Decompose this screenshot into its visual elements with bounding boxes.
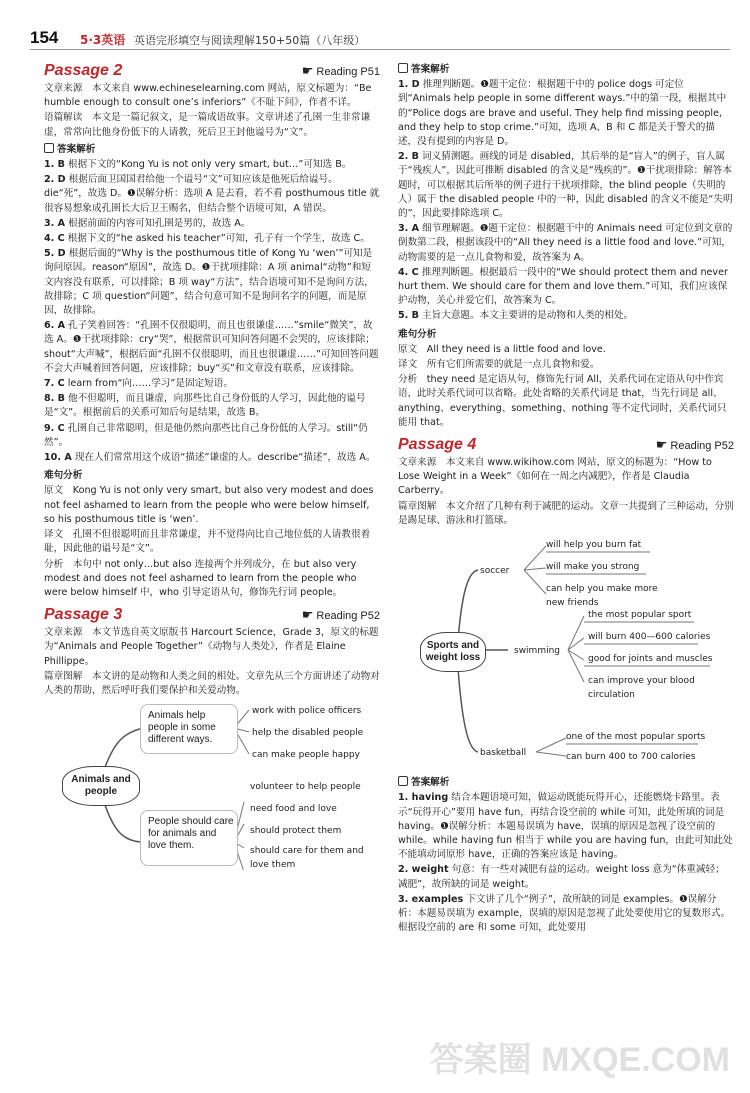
passage4-answers — [398, 791, 734, 935]
pointing-hand-icon: ☛ — [301, 63, 314, 78]
answer-item: 8. B 他不但聪明，而且谦虚，向那些比自己身份低的人学习，因此他的谥号是“文”。根据前后的关系可知后句是结果，故选 B。 — [44, 393, 366, 419]
answer-item: 2. B 词义猜测题。画线的词是 disabled，其后举的是“盲人”的例子，盲人属于“残疾人”，因此可推断 disabled 的含义是“残疾的”。❶干扰项排除：解答本题时，可以根据其后所举的例子进行干扰项排除，the blind people（失明的人）属于 the disabled people 中的一种，因此 disabled 的含义不能是“失明的”，因此要排除选项 C。 — [398, 151, 733, 220]
answer-box-icon — [398, 776, 408, 786]
passage3-yiwen: 译文 所有它们所需要的就是一点儿食物和爱。 — [398, 359, 600, 371]
mind-map-leaf: should protect them — [250, 826, 342, 837]
mind-map-leaf: can improve your blood circulation — [588, 676, 695, 701]
answer-item: 1. B 根据下文的“Kong Yu is not only very smart, but…”可知选 B。 — [44, 159, 352, 171]
answer-item: 1. having 结合本题语境可知，做运动既能玩得开心，还能燃烧卡路里。表示“玩得开心”要用 have fun，再结合设空前的 while 可知，此处所填的词是 having。❶误解分析：本题易误填为 have，误填的原因是忽视了设空前的 while。while having fun 相当于 while you are having fun，由此可知此处不能填动词原形 have，正确的答案应该是 having。 — [398, 792, 733, 861]
passage2-fenxi: 分析 本句中 not only…but also 连接两个并列成分，在 but also very modest and does not feel ashamed to learn from the people who were below himself 中，who 引导定语从句，修饰先行词 people。 — [44, 558, 357, 598]
answer-item: 2. weight 句意：有一些对减肥有益的运动。weight loss 意为“体重减轻；减肥”，故所缺的词是 weight。 — [398, 864, 725, 890]
mind-map-leaf: can burn 400 to 700 calories — [566, 752, 696, 763]
answer-item: 1. D 推理判断题。❶题干定位：根据题干中的 police dogs 可定位到“Animals help people in some different ways.”中的第一段，根据其中的“Police dogs are brave and useful. They help find missing people, and they help to stop crime.”可知，选项 A、B 和 C 都是关于警犬的描述，没有提到的内容是 D。 — [398, 79, 727, 148]
answer-item: 10. A 现在人们常常用这个成语“描述”谦虚的人。describe“描述”，故选 A。 — [44, 452, 376, 464]
mind-map-leaf: will make you strong — [546, 562, 640, 573]
passage3-reading-ref: ☛ Reading P52 — [301, 607, 380, 623]
passage2-yiwen: 译文 孔圉不但很聪明而且非常谦虚，并不觉得向比自己地位低的人请教很着耻，因此他的谥号是“文”。 — [44, 529, 371, 555]
mind-map-leaf: need food and love — [250, 804, 337, 815]
passage2-reading-ref: ☛ Reading P51 — [301, 63, 380, 78]
answer-box-icon — [398, 63, 408, 73]
mind-map-leaf: will help you burn fat — [546, 540, 642, 551]
passage4-answer-heading: 答案解析 — [398, 776, 734, 790]
passage2-title: Passage 2 — [44, 62, 123, 79]
mind-map-leaf: work with police officers — [252, 706, 362, 717]
pointing-hand-icon: ☛ — [301, 607, 314, 623]
passage4-source: 文章来源 本文来自 www.wikihow.com 网站，原文的标题为：“How to Lose Weight in a Week”《如何在一周之内减肥》，作者是 Claudia Carberry。 — [398, 457, 712, 497]
answer-item: 3. examples 下文讲了几个“例子”，故所缺的词是 examples。❶误解分析：本题易误填为 example，误填的原因是忽视了此处要使用它的复数形式。根据设空前的 are 和 some 可知，此处要用 — [398, 893, 731, 934]
passage4-header — [398, 436, 734, 454]
passage4-reading-ref: ☛ Reading P52 — [655, 437, 734, 453]
passage4-mind-map — [398, 532, 734, 770]
passage3-answer-heading: 答案解析 — [398, 63, 734, 77]
passage3-summary: 篇章图解 本文讲的是动物和人类之间的相处。文章先从三个方面讲述了动物对人类的帮助，然后呼吁我们要保护和关爱动物。 — [44, 670, 380, 696]
passage2-difficult-heading: 难句分析 — [44, 470, 83, 482]
passage2-yuanwen: 原文 Kong Yu is not only very smart, but also very modest and does not feel ashamed to learn from the people who were below himself, so his posthumous title is ‘wen’. — [44, 485, 374, 525]
passage3-answers — [398, 78, 734, 323]
left-column — [44, 60, 380, 876]
passage3-mind-map — [44, 702, 380, 870]
answer-box-icon — [44, 143, 54, 153]
mind-map-branch-swimming: swimming — [514, 646, 561, 657]
answer-item: 4. C 根据下文的“he asked his teacher”可知，孔子有一个学生，故选 C。 — [44, 233, 370, 245]
book-title: 英语完形填空与阅读理解150+50篇（八年级） — [134, 34, 366, 47]
mind-map-leaf: the most popular sport — [588, 610, 692, 621]
mind-map-center: Animals and people — [62, 766, 140, 806]
passage2-header — [44, 62, 380, 80]
answer-item: 3. A 细节理解题。❶题干定位：根据题干中的 Animals need 可定位到文章的倒数第二段，根据该段中的“All they need is a little food and love.”可知，动物需要的是一点儿食物和爱，故答案为 A。 — [398, 223, 733, 263]
passage2-answer-heading: 答案解析 — [44, 143, 380, 157]
mind-map-leaf: can make people happy — [252, 750, 360, 761]
answer-item: 3. A 根据前面的内容可知孔圉是男的，故选 A。 — [44, 217, 251, 229]
passage2-summary: 语篇解读 本文是一篇记叙文，是一篇成语故事。文章讲述了孔圉一生非常谦虚，常常向比他身份低下的人请教，死后卫王封他谥号为“文”。 — [44, 112, 371, 138]
page-header — [30, 28, 730, 50]
answer-item: 9. C 孔圉自己非常聪明，但是他仍然向那些比自己身份低的人学习。still“仍然”。 — [44, 422, 368, 448]
passage3-title: Passage 3 — [44, 606, 123, 624]
watermark: 答案圈 MXQE.COM — [429, 1041, 730, 1079]
answer-item: 6. A 孔子笑着回答：“孔圉不仅很聪明，而且也很谦虚……”smile“微笑”，故选 A。❶干扰项排除：cry“哭”，根据常识可知问答问题不会哭的，应该排除；shout“大声喊”，根据后面“孔圉不仅很聪明，而且也很谦虚……”可知回答问题不会大声喊着回答问题，应该排除；buy“买”和文章没有联系，应该排除。 — [44, 320, 379, 374]
passage3-source: 文章来源 本文节选自英文原版书 Harcourt Science，Grade 3，原文的标题为“Animals and People Together”《动物与人类处》，作者是 Elaine Phillippe。 — [44, 627, 379, 667]
mind-map-top-branch: Animals help people in some different ways. — [148, 710, 216, 746]
pointing-hand-icon: ☛ — [655, 437, 668, 453]
mind-map-leaf: help the disabled people — [252, 728, 364, 739]
passage4-summary: 篇章图解 本文介绍了几种有利于减肥的运动。文章一共提到了三种运动，分别是踢足球、游泳和打篮球。 — [398, 500, 734, 526]
answer-item: 7. C learn from“向……学习”是固定短语。 — [44, 378, 233, 390]
mind-map-leaf: can help you make more new friends — [546, 584, 658, 609]
passage3-difficult-heading: 难句分析 — [398, 328, 437, 340]
mind-map-leaf: one of the most popular sports — [566, 732, 706, 743]
passage2-answers — [44, 158, 380, 465]
mind-map-branch-soccer: soccer — [480, 566, 510, 577]
answer-item: 5. B 主旨大意题。本文主要讲的是动物和人类的相处。 — [398, 310, 634, 322]
page-number: 154 — [30, 28, 59, 47]
answer-item: 2. D 根据后面卫国国君给他一个谥号“文”可知应该是他死后给谥号。die“死”，故选 D。❶误解分析：选项 A 是去看，若不看 posthumous title 就很容易想象成孔圉长大后卫王赐名，但结合整个语境可知，A 错误。 — [44, 174, 380, 214]
mind-map-branch-basketball: basketball — [480, 748, 527, 759]
mind-map-leaf: should care for them and love them — [250, 846, 364, 871]
mind-map-leaf: will burn 400—600 calories — [588, 632, 711, 643]
answer-item: 5. D 根据后面的“Why is the posthumous title of Kong Yu ‘wen’”可知是询问原因。reason“原因”，故选 D。❶干扰项排除：A 项 animal“动物”和短文内容没有联系，可以排除；B 项 way“方法”，结合语境可知不是询问方法，故排除；C 项 question“问题”，结合句意可知不是询问名字的问题，而是原因，故排除。 — [44, 248, 374, 317]
passage4-title: Passage 4 — [398, 436, 477, 454]
mind-map-bottom-branch: People should care for animals and love them. — [148, 816, 234, 852]
answer-item: 4. C 推理判断题。根据最后一段中的“We should protect them and never hurt them. We should care for them and love them.”可知，我们应该保护动物，关心并爱它们，故答案为 C。 — [398, 266, 728, 307]
passage3-header — [44, 606, 380, 624]
mind-map-center: Sports and weight loss — [420, 632, 486, 672]
brand-label: 5·3英语 — [80, 33, 126, 47]
mind-map-leaf: good for joints and muscles — [588, 654, 713, 665]
mind-map-leaf: volunteer to help people — [250, 782, 361, 793]
passage2-source: 文章来源 本文来自 www.echineselearning.com 网站，原文标题为：“Be humble enough to consult one’s inferiors”《不耻下问》，作者不详。 — [44, 83, 372, 109]
passage3-yuanwen: 原文 All they need is a little food and love. — [398, 343, 606, 355]
right-column — [398, 60, 734, 936]
passage3-fenxi: 分析 they need 是定语从句，修饰先行词 All，关系代词在定语从句中作宾语，此时关系代词可以省略。此处省略的关系代词是 that，当先行词是 all、anything、everything、something、nothing 等不定代词时，关系代词只能用 that。 — [398, 374, 727, 428]
